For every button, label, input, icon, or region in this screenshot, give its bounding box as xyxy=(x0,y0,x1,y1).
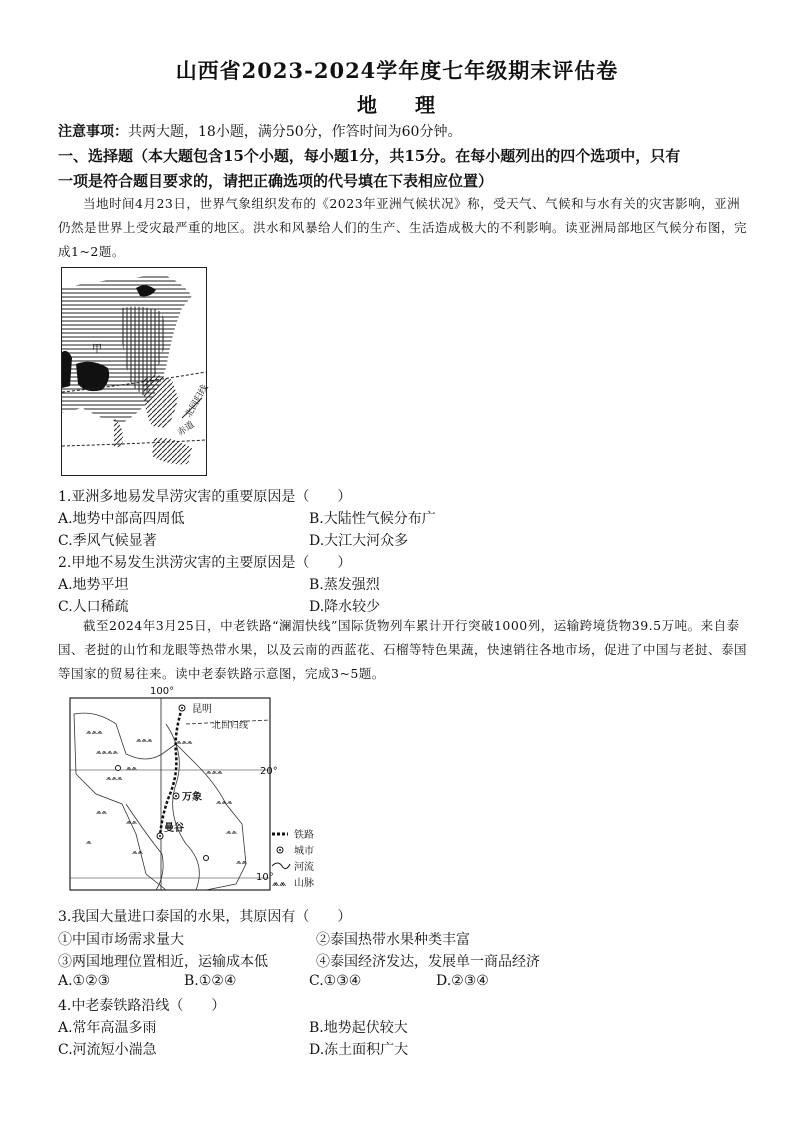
map-legend xyxy=(272,828,314,889)
q4-option-d: D.冻土面积广大 xyxy=(309,1042,409,1058)
q4-option-a: A.常年高温多雨 xyxy=(58,1020,157,1036)
q3-statement-2: ②泰国热带水果种类丰富 xyxy=(316,932,470,948)
asia-climate-map xyxy=(61,267,211,476)
legend-city: 城市 xyxy=(294,846,314,857)
q3-statement-1: ①中国市场需求量大 xyxy=(58,932,184,948)
q1-option-c: C.季风气候显著 xyxy=(58,533,157,549)
section-heading-line2: 一项是符合题目要求的，请把正确选项的代号填在下表相应位置） xyxy=(58,172,494,190)
svg-text:⩕⩕⩕: ⩕⩕⩕ xyxy=(86,728,103,736)
q2-option-c: C.人口稀疏 xyxy=(58,599,129,615)
notice xyxy=(58,121,461,141)
section-heading-line1: 一、选择题（本大题包含15个小题，每小题1分，共15分。在每小题列出的四个选项中，只有 xyxy=(58,147,681,165)
svg-text:⩕⩕: ⩕⩕ xyxy=(126,818,138,826)
lon-100-label: 100° xyxy=(150,686,175,697)
q2-option-b: B.蒸发强烈 xyxy=(309,577,380,593)
railway-map-graphic xyxy=(66,684,356,894)
notice-label: 注意事项： xyxy=(58,124,128,140)
notice-text: 共两大题，18小题，满分50分，作答时间为60分钟。 xyxy=(128,124,462,140)
q4-stem: 4.中老泰铁路沿线（ ） xyxy=(58,998,226,1014)
q3-option-d: D.②③④ xyxy=(436,973,489,989)
q3-option-c: C.①③④ xyxy=(309,973,362,989)
q4-option-c: C.河流短小湍急 xyxy=(58,1042,157,1058)
city-bangkok: 曼谷 xyxy=(164,823,184,834)
svg-text:⩕⩕⩕: ⩕⩕⩕ xyxy=(176,738,193,746)
legend-mountain: 山脉 xyxy=(294,878,314,889)
q1-option-a: A.地势中部高四周低 xyxy=(58,511,185,527)
city-kunming: 昆明 xyxy=(192,704,212,715)
railway-map xyxy=(66,684,356,894)
label-equator: 赤道 xyxy=(175,419,197,439)
svg-text:⩕⩕: ⩕⩕ xyxy=(126,764,138,772)
lat-10-label: 10° xyxy=(256,872,274,883)
city-vientiane: 万象 xyxy=(182,792,202,803)
passage-2: 截至2024年3月25日，中老铁路“澜湄快线”国际货物列车累计开行突破1000列，运输跨境货物39.5万吨。来自泰国、老挝的山竹和龙眼等热带水果，以及云南的西蓝花、石榴等特色果蔬，快速销往各地市场，促进了中国与老挝、泰国等国家的贸易往来。读中老泰铁路示意图，完成3~5题。 xyxy=(58,618,748,681)
svg-text:⩕⩕: ⩕⩕ xyxy=(132,848,144,856)
subject-char-2: 理 xyxy=(415,93,437,117)
svg-text:⩕: ⩕ xyxy=(86,838,92,846)
svg-text:⩕⩕: ⩕⩕ xyxy=(226,828,238,836)
svg-text:⩕⩕⩕⩕: ⩕⩕⩕⩕ xyxy=(96,748,119,756)
q3-stem: 3.我国大量进口泰国的水果，其原因有（ ） xyxy=(58,909,352,925)
asia-climate-map-graphic xyxy=(62,268,211,475)
subject-title xyxy=(0,89,794,118)
subject-char-1: 地 xyxy=(357,93,379,117)
map2-tropic-label: 北回归线 xyxy=(212,721,249,731)
svg-text:⩕⩕: ⩕⩕ xyxy=(236,858,248,866)
page-title: 山西省2023-2024学年度七年级期末评估卷 xyxy=(175,58,619,83)
svg-text:⩕⩕⩕: ⩕⩕⩕ xyxy=(206,768,223,776)
svg-text:⩕⩕⩕: ⩕⩕⩕ xyxy=(106,774,123,782)
passage-1: 当地时间4月23日，世界气象组织发布的《2023年亚洲气候状况》称，受天气、气候和与水有关的灾害影响，亚洲仍然是世界上受灾最严重的地区。洪水和风暴给人们的生产、生活造成极大的不利影响。读亚洲局部地区气候分布图，完成1~2题。 xyxy=(58,196,748,259)
lat-20-label: 20° xyxy=(260,766,278,777)
q3-option-a: A.①②③ xyxy=(58,973,111,989)
q1-option-d: D.大江大河众多 xyxy=(309,533,409,549)
q3-option-b: B.①②④ xyxy=(184,973,237,989)
svg-text:⩕⩕: ⩕⩕ xyxy=(96,808,108,816)
q2-option-d: D.降水较少 xyxy=(309,599,381,615)
q4-option-b: B.地势起伏较大 xyxy=(309,1020,408,1036)
svg-text:⩕⩕⩕: ⩕⩕⩕ xyxy=(216,798,233,806)
q3-statement-3: ③两国地理位置相近，运输成本低 xyxy=(58,954,268,970)
svg-text:⩕⩕⩕: ⩕⩕⩕ xyxy=(136,736,153,744)
q1-option-b: B.大陆性气候分布广 xyxy=(309,511,436,527)
label-tropic: 北回归线 xyxy=(183,383,211,420)
legend-river: 河流 xyxy=(294,862,314,873)
label-jia: 甲 xyxy=(92,344,102,355)
legend-railway: 铁路 xyxy=(294,830,314,841)
q2-option-a: A.地势平坦 xyxy=(58,577,129,593)
q1-stem: 1.亚洲多地易发旱涝灾害的重要原因是（ ） xyxy=(58,489,352,505)
q2-stem: 2.甲地不易发生洪涝灾害的主要原因是（ ） xyxy=(58,555,352,571)
svg-text:⩕⩕: ⩕⩕ xyxy=(272,879,287,889)
q3-statement-4: ④泰国经济发达，发展单一商品经济 xyxy=(316,954,540,970)
